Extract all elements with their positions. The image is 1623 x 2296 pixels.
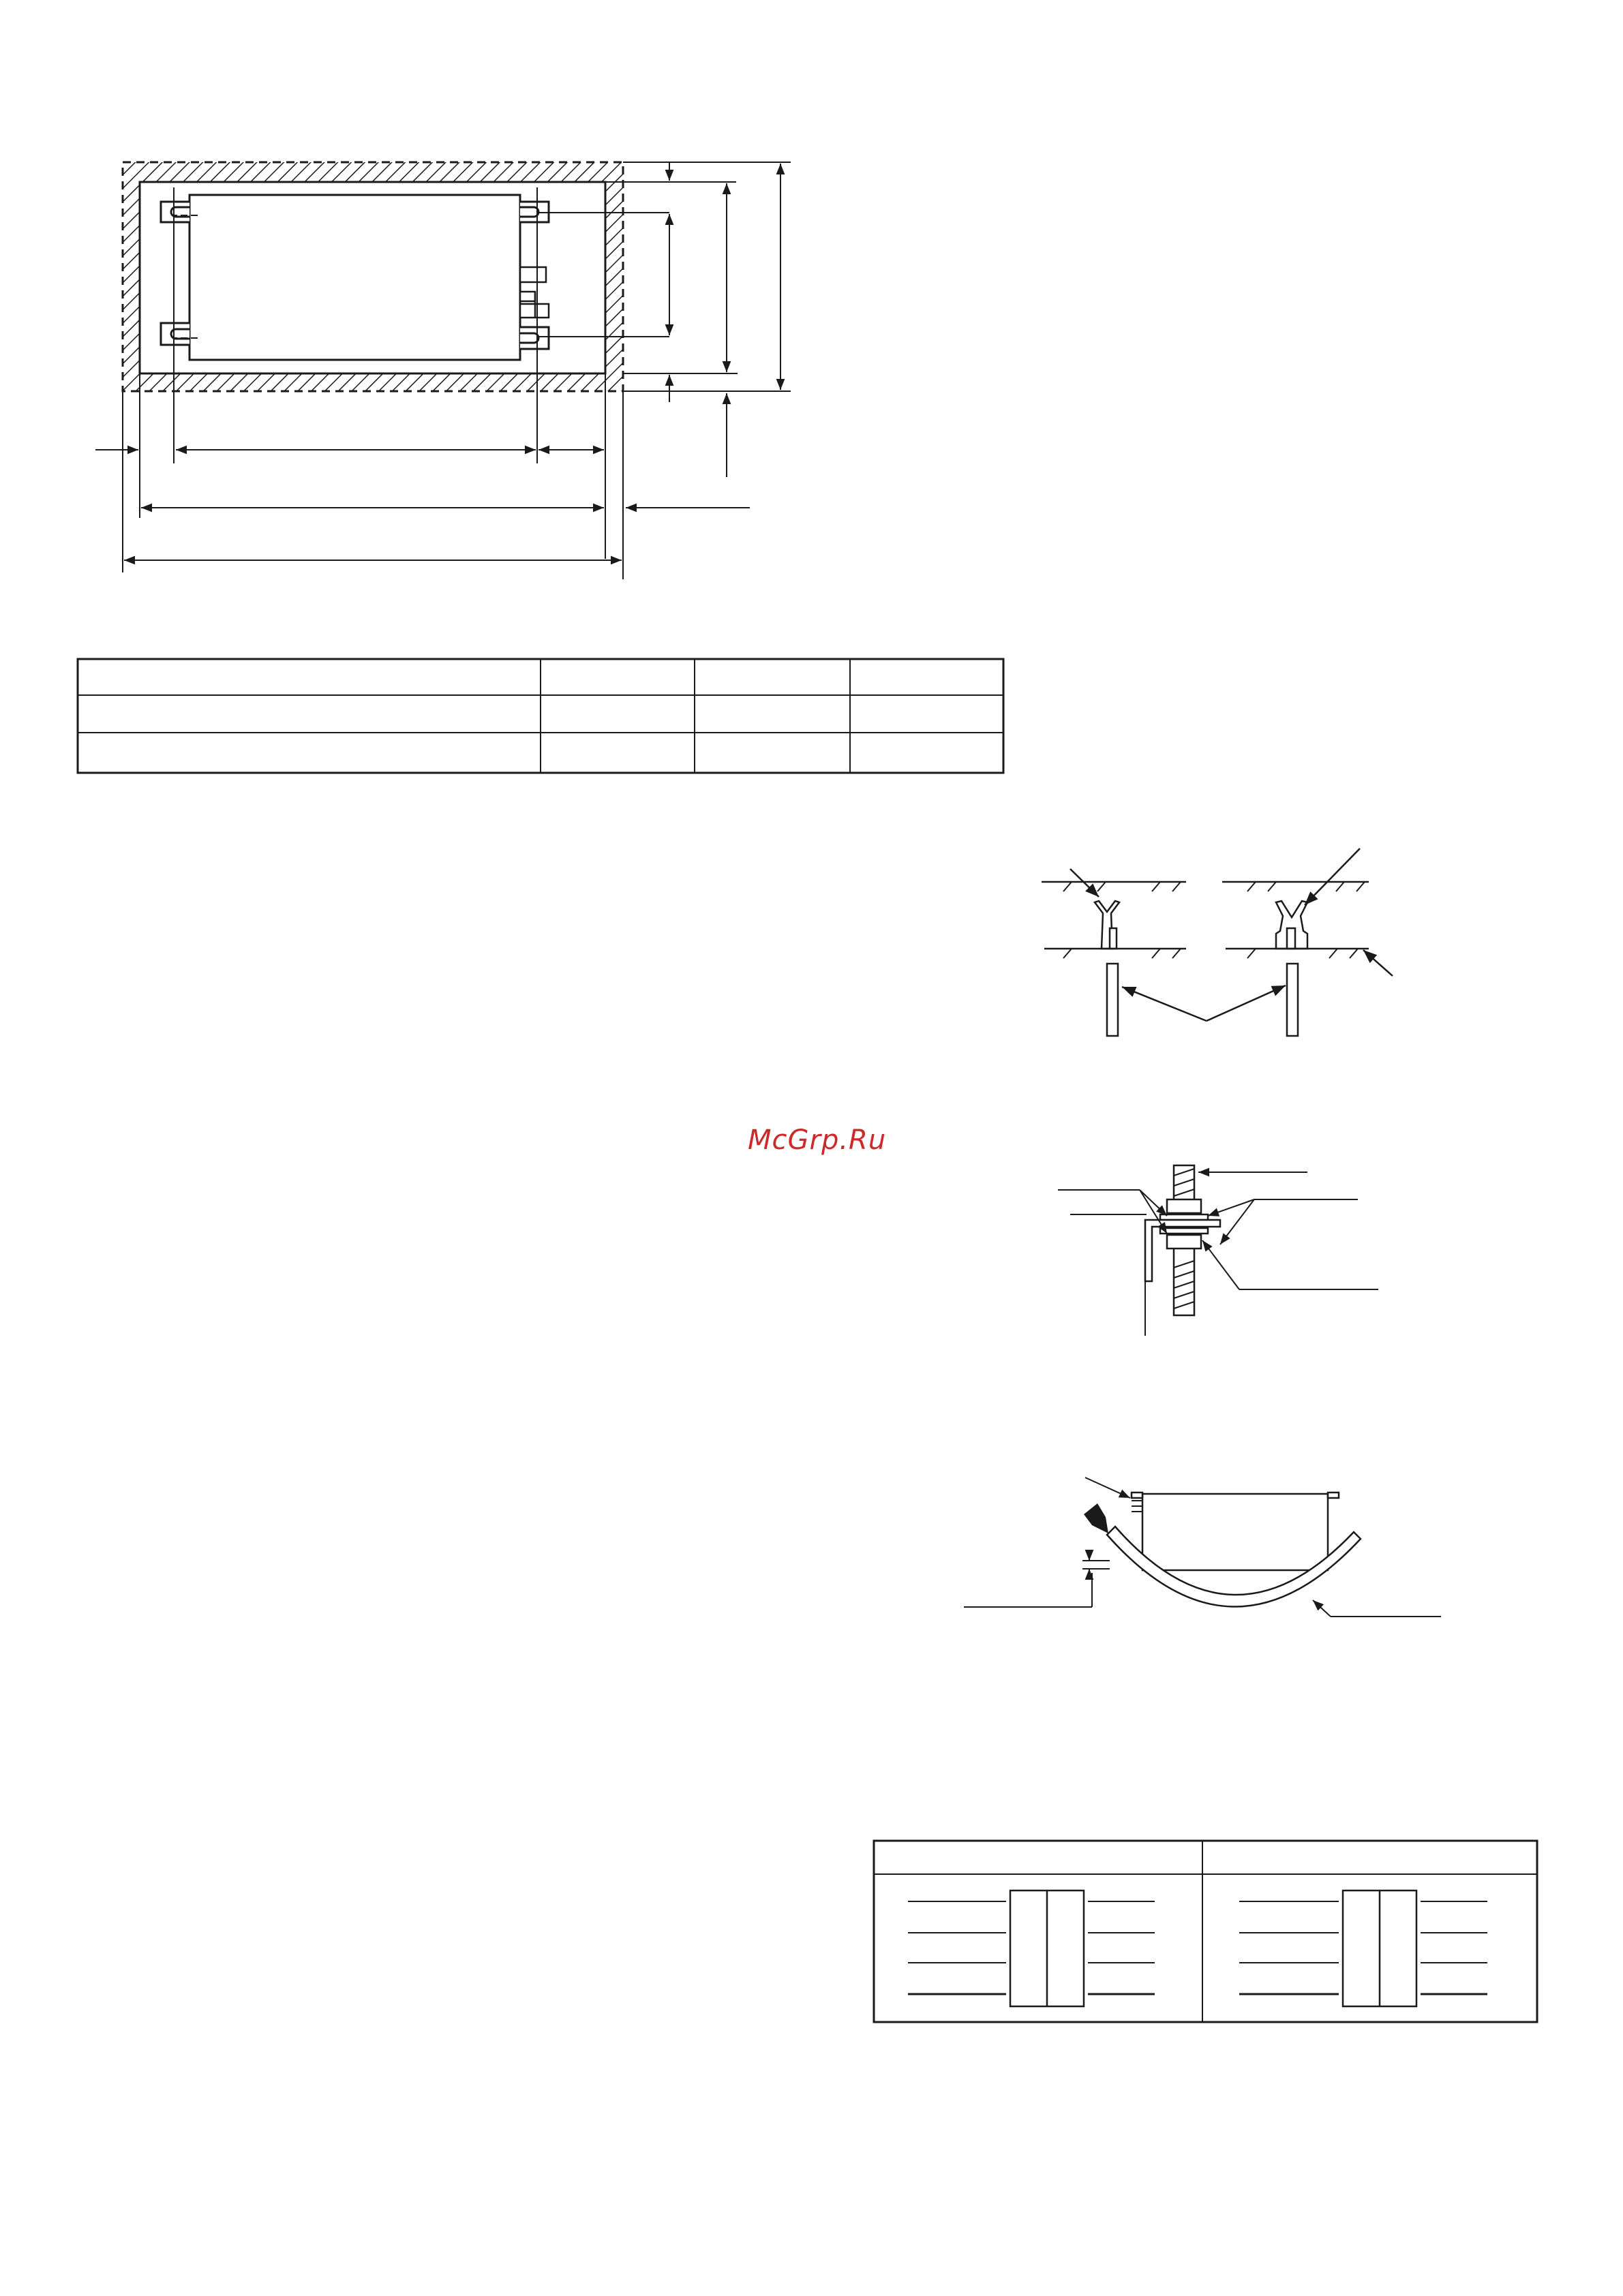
tilt-direction-arrow bbox=[1084, 1503, 1108, 1533]
terminal-block-left bbox=[908, 1891, 1155, 2006]
drain-outlet-ribs bbox=[1132, 1501, 1142, 1512]
anchor-left bbox=[1042, 869, 1186, 1036]
hanger-bracket-left-top bbox=[161, 202, 189, 222]
terminal-connection-table bbox=[874, 1841, 1537, 2022]
indoor-unit-body bbox=[189, 195, 520, 360]
lower-washer bbox=[1160, 1228, 1208, 1234]
pipe-connections bbox=[520, 267, 549, 318]
unit-cross-section bbox=[1142, 1494, 1328, 1570]
vertical-dimensions bbox=[669, 162, 780, 477]
hanging-bolt-ceiling-anchors bbox=[1042, 848, 1393, 1036]
horizontal-dimensions bbox=[95, 450, 750, 560]
watermark-text: McGrp.Ru bbox=[748, 1124, 887, 1156]
lower-nut bbox=[1167, 1235, 1201, 1249]
dimension-table bbox=[78, 659, 1003, 773]
hanger-bracket-right-bottom bbox=[520, 327, 549, 349]
slope-dimension bbox=[964, 1551, 1110, 1607]
nut-and-washer-mounting-detail bbox=[1058, 1165, 1378, 1336]
hanger-bracket-left-bottom bbox=[161, 323, 189, 345]
mounting-leaders bbox=[1058, 1172, 1378, 1289]
terminal-block-right bbox=[1239, 1891, 1487, 2006]
anchor-right bbox=[1222, 848, 1393, 1036]
plan-view-clearance-dimensions bbox=[95, 162, 791, 579]
upper-nut bbox=[1167, 1199, 1201, 1213]
drain-slope-detail bbox=[964, 1478, 1441, 1617]
